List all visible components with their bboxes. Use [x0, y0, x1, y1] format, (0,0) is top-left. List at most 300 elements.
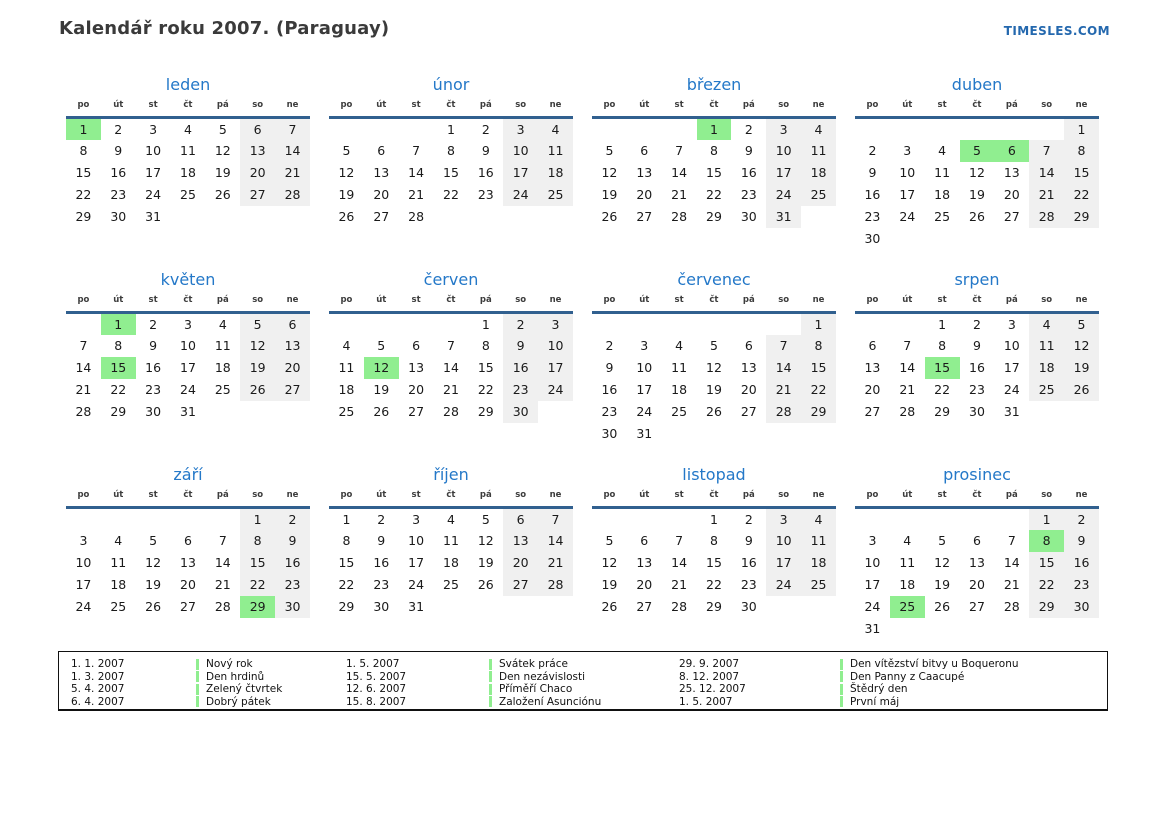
day-cell: 23 — [275, 574, 310, 596]
month-grid — [66, 100, 310, 228]
day-cell: 11 — [538, 140, 573, 162]
day-cell: 27 — [408, 404, 425, 419]
day-cell: 25 — [538, 184, 573, 206]
day-cell: 26 — [601, 209, 618, 224]
weekday-header: ne — [1075, 490, 1088, 500]
weekday-header: ne — [812, 490, 825, 500]
month-grid — [592, 295, 836, 445]
day-cell: 14 — [1003, 555, 1020, 570]
day-cell: 1 — [240, 508, 275, 530]
day-cell: 21 — [1003, 577, 1020, 592]
weekday-header: út — [902, 295, 913, 305]
day-cell: 20 — [864, 382, 881, 397]
day-cell: 13 — [408, 360, 425, 375]
day-cell: 29 — [706, 599, 722, 614]
day-cell: 8 — [79, 143, 88, 158]
week-row — [855, 596, 1099, 618]
day-cell: 19 — [601, 187, 618, 202]
weekday-header: ne — [549, 100, 562, 110]
holiday-marker-icon — [840, 659, 843, 670]
month-title: květen — [160, 270, 216, 289]
day-cell: 3 — [1007, 316, 1016, 332]
empty-cell — [801, 423, 836, 445]
empty-cell — [434, 596, 469, 618]
day-cell: 10 — [145, 143, 162, 158]
day-cell: 5 — [709, 338, 718, 353]
weekday-header: út — [376, 295, 387, 305]
legend-date: 1. 3. 2007 — [71, 670, 125, 683]
day-cell: 4 — [218, 316, 227, 332]
weekday-header: pá — [479, 490, 492, 500]
legend-entry — [840, 683, 1107, 695]
empty-cell — [855, 508, 890, 530]
day-cell: 6 — [183, 533, 192, 548]
day-cell: 28 — [899, 404, 916, 419]
day-cell: 4 — [1029, 313, 1064, 335]
empty-cell — [1064, 618, 1099, 640]
day-cell: 1 — [697, 118, 732, 140]
week-row — [329, 574, 573, 596]
weekday-header: čt — [709, 490, 719, 500]
month-title: březen — [686, 75, 742, 94]
weekday-header: st — [937, 100, 947, 110]
day-cell: 10 — [408, 533, 425, 548]
day-cell: 13 — [1003, 165, 1020, 180]
day-cell: 27 — [864, 404, 881, 419]
month-8 — [855, 269, 1099, 464]
empty-cell — [1029, 618, 1064, 640]
weekday-header: so — [1041, 490, 1053, 500]
day-cell: 6 — [640, 533, 649, 548]
day-cell: 18 — [899, 577, 916, 592]
day-cell: 23 — [110, 187, 127, 202]
day-cell: 25 — [214, 382, 231, 397]
day-cell: 25 — [890, 596, 925, 618]
day-cell: 7 — [903, 338, 912, 353]
day-cell: 20 — [969, 577, 985, 592]
week-row — [855, 313, 1099, 335]
day-cell: 3 — [868, 533, 877, 548]
empty-cell — [66, 508, 101, 530]
months-grid — [66, 74, 1099, 659]
empty-cell — [399, 118, 434, 140]
brand-link[interactable]: TIMESLES.COM — [1003, 24, 1110, 38]
day-cell: 12 — [145, 555, 162, 570]
day-cell: 24 — [538, 379, 573, 401]
day-cell: 12 — [214, 143, 231, 158]
empty-cell — [766, 423, 801, 445]
holiday-marker-icon — [489, 659, 492, 670]
day-cell: 14 — [538, 530, 573, 552]
legend-entry — [489, 696, 679, 708]
empty-cell — [1064, 228, 1099, 250]
day-cell: 31 — [408, 599, 425, 614]
weekday-header: út — [639, 490, 650, 500]
week-row — [592, 140, 836, 162]
empty-cell — [766, 596, 801, 618]
day-cell: 1 — [1064, 118, 1099, 140]
legend-entry — [489, 658, 679, 670]
week-row — [592, 184, 836, 206]
holiday-marker-icon — [196, 671, 199, 682]
empty-cell — [960, 508, 995, 530]
legend-date: 5. 4. 2007 — [71, 683, 125, 696]
day-cell: 14 — [899, 360, 916, 375]
day-cell: 21 — [1029, 184, 1064, 206]
weekday-header: ne — [286, 100, 299, 110]
legend-date: 12. 6. 2007 — [346, 683, 407, 696]
day-cell: 5 — [240, 313, 275, 335]
week-row — [592, 552, 836, 574]
day-cell: 1 — [66, 118, 101, 140]
day-cell: 23 — [1064, 574, 1099, 596]
weekday-header: ne — [812, 295, 825, 305]
week-row — [592, 596, 836, 618]
day-cell: 18 — [538, 162, 573, 184]
day-cell: 18 — [180, 165, 196, 180]
legend-date: 15. 8. 2007 — [346, 695, 407, 708]
month-10 — [329, 464, 573, 659]
day-cell: 3 — [183, 316, 192, 332]
weekday-header: po — [340, 100, 353, 110]
day-cell: 2 — [972, 316, 981, 332]
empty-cell — [205, 508, 240, 530]
week-row — [592, 423, 836, 445]
legend-holiday-name: Dobrý pátek — [206, 695, 271, 708]
day-cell: 6 — [744, 338, 753, 353]
day-cell: 13 — [180, 555, 196, 570]
holiday-marker-icon — [489, 684, 492, 695]
day-cell: 10 — [75, 555, 92, 570]
week-row — [329, 335, 573, 357]
day-cell: 29 — [477, 404, 494, 419]
day-cell: 3 — [766, 118, 801, 140]
holiday-marker-icon — [196, 659, 199, 670]
legend-holiday-name: Den nezávislosti — [499, 670, 586, 683]
day-cell: 15 — [477, 360, 494, 375]
empty-cell — [171, 206, 206, 228]
day-cell: 23 — [601, 404, 618, 419]
day-cell: 20 — [636, 187, 653, 202]
day-cell: 15 — [706, 555, 722, 570]
day-cell: 18 — [671, 382, 688, 397]
empty-cell — [592, 313, 627, 335]
day-cell: 31 — [1003, 404, 1020, 419]
day-cell: 26 — [601, 599, 618, 614]
day-cell: 29 — [75, 209, 92, 224]
day-cell: 24 — [766, 184, 801, 206]
legend-date: 29. 9. 2007 — [679, 658, 740, 671]
day-cell: 2 — [149, 316, 158, 332]
empty-cell — [960, 118, 995, 140]
day-cell: 4 — [446, 511, 455, 527]
empty-cell — [101, 508, 136, 530]
day-cell: 4 — [903, 533, 912, 548]
empty-cell — [731, 313, 766, 335]
day-cell: 7 — [1029, 140, 1064, 162]
weekday-header: út — [113, 100, 124, 110]
day-cell: 9 — [275, 530, 310, 552]
day-cell: 27 — [636, 599, 653, 614]
day-cell: 24 — [899, 209, 916, 224]
day-cell: 22 — [1029, 574, 1064, 596]
day-cell: 23 — [740, 187, 757, 202]
day-cell: 31 — [864, 621, 881, 636]
day-cell: 7 — [538, 508, 573, 530]
day-cell: 5 — [1064, 313, 1099, 335]
day-cell: 24 — [503, 184, 538, 206]
weekday-header: so — [515, 100, 527, 110]
day-cell: 7 — [675, 143, 684, 158]
day-cell: 5 — [342, 143, 351, 158]
empty-cell — [925, 618, 960, 640]
day-cell: 18 — [110, 577, 127, 592]
day-cell: 18 — [934, 187, 951, 202]
weekday-header: čt — [446, 295, 456, 305]
day-cell: 12 — [477, 533, 494, 548]
empty-cell — [538, 596, 573, 618]
empty-cell — [205, 401, 240, 423]
weekday-header: st — [411, 100, 421, 110]
day-cell: 1 — [801, 313, 836, 335]
empty-cell — [1029, 401, 1064, 423]
week-row — [329, 184, 573, 206]
day-cell: 6 — [412, 338, 421, 353]
week-row — [66, 335, 310, 357]
day-cell: 26 — [373, 404, 390, 419]
day-cell: 16 — [145, 360, 162, 375]
weekday-header: út — [639, 100, 650, 110]
day-cell: 1 — [1029, 508, 1064, 530]
day-cell: 13 — [969, 555, 985, 570]
day-cell: 19 — [706, 382, 722, 397]
holiday-legend — [58, 651, 1108, 711]
month-title: prosinec — [943, 465, 1011, 484]
day-cell: 9 — [114, 143, 123, 158]
day-cell: 30 — [601, 426, 618, 441]
day-cell: 27 — [969, 599, 985, 614]
weekday-header: čt — [446, 100, 456, 110]
empty-cell — [925, 508, 960, 530]
day-cell: 14 — [214, 555, 231, 570]
weekday-header: ne — [812, 100, 825, 110]
day-cell: 9 — [605, 360, 614, 375]
day-cell: 26 — [706, 404, 722, 419]
week-row — [855, 574, 1099, 596]
weekday-header: čt — [972, 295, 982, 305]
day-cell: 17 — [408, 555, 425, 570]
empty-cell — [329, 118, 364, 140]
empty-cell — [662, 508, 697, 530]
legend-entry — [489, 683, 679, 695]
month-12 — [855, 464, 1099, 659]
day-cell: 16 — [740, 555, 757, 570]
empty-cell — [890, 228, 925, 250]
day-cell: 15 — [443, 165, 459, 180]
empty-cell — [855, 313, 890, 335]
day-cell: 5 — [481, 511, 490, 527]
day-cell: 13 — [275, 335, 310, 357]
holiday-marker-icon — [489, 671, 492, 682]
legend-holiday-name: Založení Asunciónu — [499, 695, 602, 708]
day-cell: 17 — [75, 577, 92, 592]
day-cell: 15 — [1029, 552, 1064, 574]
day-cell: 17 — [766, 162, 801, 184]
day-cell: 29 — [934, 404, 951, 419]
empty-cell — [136, 508, 171, 530]
day-cell: 3 — [903, 143, 912, 158]
empty-cell — [627, 508, 662, 530]
day-cell: 22 — [934, 382, 951, 397]
day-cell: 13 — [864, 360, 881, 375]
day-cell: 29 — [1029, 596, 1064, 618]
week-row — [329, 206, 573, 228]
day-cell: 8 — [938, 338, 947, 353]
day-cell: 8 — [481, 338, 490, 353]
day-cell: 8 — [446, 143, 455, 158]
weekday-header: so — [778, 490, 790, 500]
legend-holiday-name: Svátek práce — [499, 658, 568, 671]
weekday-header: út — [902, 100, 913, 110]
day-cell: 29 — [240, 596, 275, 618]
week-row — [66, 530, 310, 552]
day-cell: 8 — [1064, 140, 1099, 162]
empty-cell — [1064, 401, 1099, 423]
empty-cell — [275, 206, 310, 228]
day-cell: 21 — [214, 577, 231, 592]
week-row — [66, 140, 310, 162]
empty-cell — [697, 313, 732, 335]
weekday-header: ne — [1075, 295, 1088, 305]
day-cell: 7 — [275, 118, 310, 140]
week-row — [329, 508, 573, 530]
week-row — [592, 206, 836, 228]
legend-entry — [840, 658, 1107, 670]
weekday-header: ne — [286, 295, 299, 305]
weekday-header: st — [674, 490, 684, 500]
empty-cell — [994, 508, 1029, 530]
week-row — [855, 618, 1099, 640]
week-row — [855, 401, 1099, 423]
day-cell: 12 — [969, 165, 985, 180]
day-cell: 26 — [338, 209, 355, 224]
month-9 — [66, 464, 310, 659]
day-cell: 16 — [969, 360, 985, 375]
weekday-header: po — [77, 100, 90, 110]
weekday-header: st — [674, 295, 684, 305]
holiday-marker-icon — [489, 696, 492, 707]
day-cell: 5 — [938, 533, 947, 548]
day-cell: 16 — [477, 165, 494, 180]
day-cell: 19 — [214, 165, 231, 180]
day-cell: 30 — [275, 596, 310, 618]
day-cell: 12 — [364, 357, 399, 379]
day-cell: 8 — [1029, 530, 1064, 552]
weekday-header: po — [77, 295, 90, 305]
empty-cell — [766, 313, 801, 335]
month-11 — [592, 464, 836, 659]
week-row — [66, 118, 310, 140]
month-title: srpen — [954, 270, 1000, 289]
day-cell: 12 — [601, 555, 618, 570]
month-title: duben — [951, 75, 1003, 94]
empty-cell — [801, 206, 836, 228]
day-cell: 20 — [408, 382, 425, 397]
day-cell: 26 — [145, 599, 162, 614]
week-row — [855, 162, 1099, 184]
day-cell: 1 — [446, 121, 455, 137]
legend-entry — [196, 683, 346, 695]
day-cell: 2 — [868, 143, 877, 158]
day-cell: 27 — [503, 574, 538, 596]
day-cell: 14 — [408, 165, 425, 180]
day-cell: 17 — [145, 165, 162, 180]
empty-cell — [627, 118, 662, 140]
day-cell: 20 — [275, 357, 310, 379]
week-row — [855, 228, 1099, 250]
day-cell: 12 — [601, 165, 618, 180]
empty-cell — [925, 118, 960, 140]
weekday-header: so — [515, 295, 527, 305]
weekday-header: st — [937, 295, 947, 305]
day-cell: 10 — [180, 338, 196, 353]
day-cell: 21 — [671, 577, 688, 592]
month-4 — [855, 74, 1099, 269]
empty-cell — [801, 596, 836, 618]
day-cell: 19 — [145, 577, 162, 592]
legend-entry — [840, 696, 1107, 708]
week-row — [592, 162, 836, 184]
weekday-header: po — [866, 295, 879, 305]
day-cell: 19 — [601, 577, 618, 592]
day-cell: 20 — [740, 382, 757, 397]
day-cell: 1 — [938, 316, 947, 332]
legend-holiday-name: Den vítězství bitvy u Boqueronu — [850, 658, 1019, 671]
empty-cell — [627, 313, 662, 335]
day-cell: 9 — [503, 335, 538, 357]
day-cell: 31 — [180, 404, 196, 419]
empty-cell — [960, 228, 995, 250]
weekday-header: ne — [549, 490, 562, 500]
weekday-header: pá — [479, 100, 492, 110]
day-cell: 16 — [373, 555, 390, 570]
day-cell: 4 — [538, 118, 573, 140]
week-row — [855, 184, 1099, 206]
day-cell: 31 — [636, 426, 653, 441]
day-cell: 5 — [605, 143, 614, 158]
day-cell: 10 — [538, 335, 573, 357]
empty-cell — [275, 401, 310, 423]
legend-date: 1. 1. 2007 — [71, 658, 125, 671]
day-cell: 19 — [1064, 357, 1099, 379]
empty-cell — [538, 401, 573, 423]
weekday-header: so — [252, 100, 264, 110]
weekday-header: čt — [972, 490, 982, 500]
legend-entry — [196, 671, 346, 683]
day-cell: 21 — [275, 162, 310, 184]
day-cell: 18 — [801, 552, 836, 574]
day-cell: 28 — [1003, 599, 1020, 614]
day-cell: 4 — [183, 121, 192, 137]
day-cell: 12 — [934, 555, 951, 570]
day-cell: 17 — [1003, 360, 1020, 375]
week-row — [592, 574, 836, 596]
weekday-header: pá — [1005, 295, 1018, 305]
day-cell: 28 — [275, 184, 310, 206]
day-cell: 20 — [503, 552, 538, 574]
day-cell: 23 — [740, 577, 757, 592]
day-cell: 25 — [1029, 379, 1064, 401]
